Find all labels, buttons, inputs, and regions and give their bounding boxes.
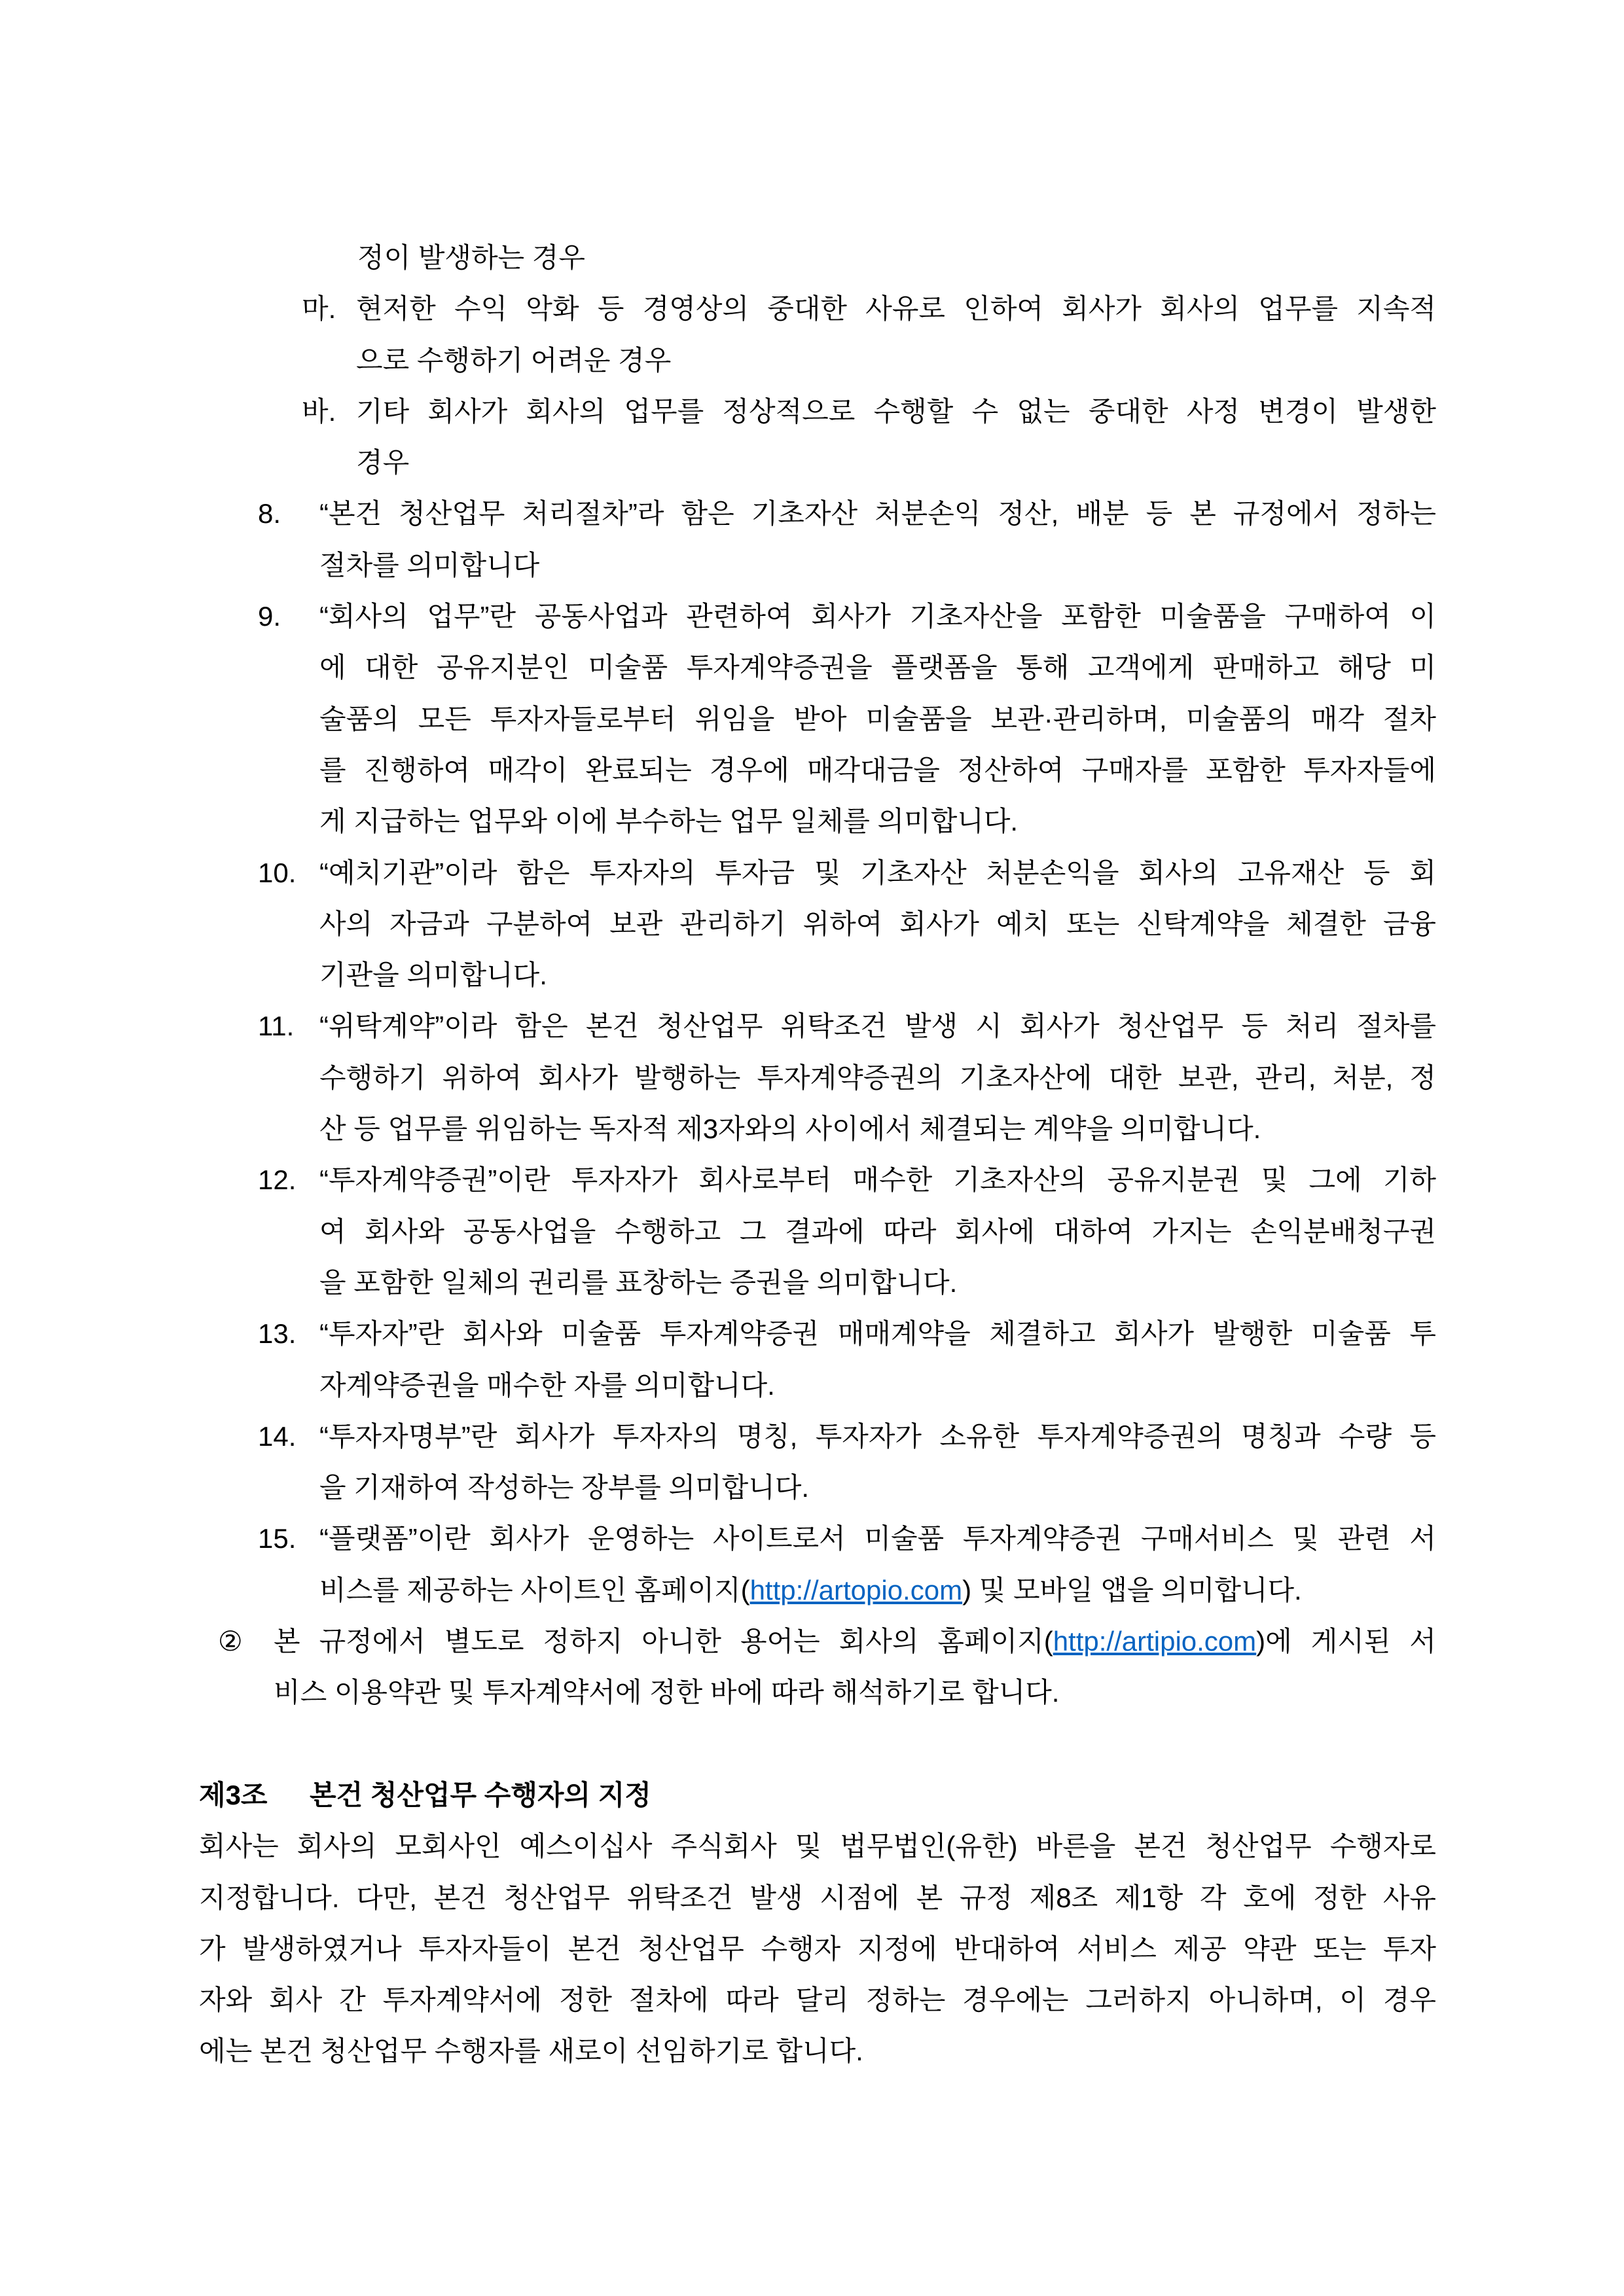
definition-item-13	[0, 1308, 1624, 1411]
definition-line: 게 지급하는 업무와 이에 부수하는 업무 일체를 의미합니다.	[319, 806, 1019, 837]
definition-text	[319, 591, 1436, 847]
article-3	[0, 1770, 1624, 2077]
sub-item-line: 현저한 수익 악화 등 경영상의 중대한 사유로 인하여 회사가 회사의 업무를 지속적	[356, 293, 1436, 325]
clause-text	[274, 1616, 1436, 1719]
definition-line: “투자자명부”란 회사가 투자자의 명칭, 투자자가 소유한 투자계약증권의 명칭과 수량 등	[319, 1420, 1436, 1452]
definition-item-10	[0, 848, 1624, 1001]
definition-line: “투자자”란 회사와 미술품 투자계약증권 매매계약을 체결하고 회사가 발행한 미술품 투	[319, 1318, 1436, 1350]
definition-number: 11.	[258, 1011, 295, 1042]
clause-marker: ②	[218, 1626, 243, 1657]
definition-line: “예치기관”이라 함은 투자자의 투자금 및 기초자산 처분손익을 회사의 고유재산 등 회	[319, 857, 1436, 888]
definition-item-9	[0, 591, 1624, 847]
sub-item-ma	[0, 283, 1624, 386]
article-title: 본건 청산업무 수행자의 지정	[310, 1779, 651, 1810]
homepage-link-artopio[interactable]: http://artopio.com	[749, 1574, 963, 1605]
definition-item-14	[0, 1411, 1624, 1514]
sub-item-marker: 마.	[302, 293, 336, 325]
clause-line	[274, 1616, 1436, 1667]
sub-item-marker: 바.	[302, 395, 336, 427]
definition-item-15	[0, 1513, 1624, 1616]
sub-item-text	[356, 283, 1436, 386]
definition-line: 를 진행하여 매각이 완료되는 경우에 매각대금을 정산하여 구매자를 포함한 투자자들에	[319, 754, 1436, 785]
definition-text	[319, 1001, 1436, 1155]
line-text: ) 및 모바일 앱을 의미합니다.	[962, 1574, 1302, 1605]
definition-number: 12.	[258, 1164, 297, 1196]
continuation-block	[0, 232, 1624, 283]
definition-item-11	[0, 1001, 1624, 1155]
definition-text	[319, 1308, 1436, 1411]
line-text: 비스를 제공하는 사이트인 홈페이지(	[319, 1574, 750, 1605]
sub-item-text	[356, 386, 1436, 489]
clause-2	[0, 1616, 1624, 1719]
sub-item-line: 기타 회사가 회사의 업무를 정상적으로 수행할 수 없는 중대한 사정 변경이 발생한	[356, 395, 1436, 427]
definition-line: 수행하기 위하여 회사가 발행하는 투자계약증권의 기초자산에 대한 보관, 관리, 처분, 정	[319, 1062, 1436, 1093]
homepage-link-artipio[interactable]: http://artipio.com	[1053, 1626, 1257, 1657]
article-heading	[0, 1770, 1624, 1821]
definition-text	[319, 848, 1436, 1001]
definition-text	[319, 1513, 1436, 1616]
definition-line: 기관을 의미합니다.	[319, 960, 547, 991]
sub-item-ba	[0, 386, 1624, 489]
definition-number: 13.	[258, 1318, 297, 1350]
definition-number: 15.	[258, 1523, 297, 1554]
definition-line: 자계약증권을 매수한 자를 의미합니다.	[319, 1369, 775, 1401]
continuation-line: 정이 발생하는 경우	[357, 242, 585, 273]
article-number: 제3조	[199, 1779, 268, 1810]
definition-line: “투자계약증권”이란 투자자가 회사로부터 매수한 기초자산의 공유지분권 및 그에 기하	[319, 1164, 1436, 1196]
document-page	[0, 232, 1624, 2077]
definition-line: 사의 자금과 구분하여 보관 관리하기 위하여 회사가 예치 또는 신탁계약을 체결한 금융	[319, 908, 1436, 939]
definition-text	[319, 1155, 1436, 1308]
definition-item-12	[0, 1155, 1624, 1308]
definition-number: 8.	[258, 498, 281, 529]
definition-line: 을 기재하여 작성하는 장부를 의미합니다.	[319, 1472, 810, 1503]
definition-line: “본건 청산업무 처리절차”라 함은 기초자산 처분손익 정산, 배분 등 본 규정에서 정하는	[319, 498, 1436, 529]
definition-line: 여 회사와 공동사업을 수행하고 그 결과에 따라 회사에 대하여 가지는 손익분배청구권	[319, 1215, 1436, 1247]
definition-line: 절차를 의미합니다	[319, 549, 540, 581]
clause-line: 비스 이용약관 및 투자계약서에 정한 바에 따라 해석하기로 합니다.	[274, 1677, 1060, 1708]
definition-item-8	[0, 488, 1624, 591]
paragraph-line: 회사는 회사의 모회사인 예스이십사 주식회사 및 법무법인(유한) 바른을 본건 청산업무 수행자로	[199, 1831, 1436, 1862]
definition-line: “플랫폼”이란 회사가 운영하는 사이트로서 미술품 투자계약증권 구매서비스 및 관련 서	[319, 1523, 1436, 1554]
paragraph-line: 가 발생하였거나 투자자들이 본건 청산업무 수행자 지정에 반대하여 서비스 제공 약관 또는 투자	[199, 1933, 1436, 1964]
definition-line	[319, 1565, 1436, 1616]
sub-item-line: 경우	[356, 447, 410, 478]
definition-text	[319, 488, 1436, 591]
line-text: 본 규정에서 별도로 정하지 아니한 용어는 회사의 홈페이지(	[274, 1626, 1053, 1657]
definition-text	[319, 1411, 1436, 1514]
continuation-text	[357, 232, 1436, 283]
definition-line: 을 포함한 일체의 권리를 표창하는 증권을 의미합니다.	[319, 1266, 958, 1298]
definition-number: 14.	[258, 1420, 297, 1452]
definition-number: 10.	[258, 857, 297, 888]
article-paragraph	[199, 1821, 1436, 2077]
definition-line: 에 대한 공유지분인 미술품 투자계약증권을 플랫폼을 통해 고객에게 판매하고 해당 미	[319, 652, 1436, 683]
definition-line: “위탁계약”이라 함은 본건 청산업무 위탁조건 발생 시 회사가 청산업무 등 처리 절차를	[319, 1011, 1436, 1042]
paragraph-line: 자와 회사 간 투자계약서에 정한 절차에 따라 달리 정하는 경우에는 그러하지 아니하며, 이 경우	[199, 1984, 1436, 2016]
definition-number: 9.	[258, 601, 281, 632]
definition-line: “회사의 업무”란 공동사업과 관련하여 회사가 기초자산을 포함한 미술품을 구매하여 이	[319, 601, 1436, 632]
paragraph-line: 에는 본건 청산업무 수행자를 새로이 선임하기로 합니다.	[199, 2036, 863, 2067]
line-text: )에 게시된 서	[1256, 1626, 1436, 1657]
definition-line: 술품의 모든 투자자들로부터 위임을 받아 미술품을 보관·관리하며, 미술품의 매각 절차	[319, 703, 1436, 734]
paragraph-line: 지정합니다. 다만, 본건 청산업무 위탁조건 발생 시점에 본 규정 제8조 제1항 각 호에 정한 사유	[199, 1882, 1436, 1913]
definition-line: 산 등 업무를 위임하는 독자적 제3자와의 사이에서 체결되는 계약을 의미합니다.	[319, 1113, 1261, 1145]
sub-item-line: 으로 수행하기 어려운 경우	[356, 344, 672, 376]
